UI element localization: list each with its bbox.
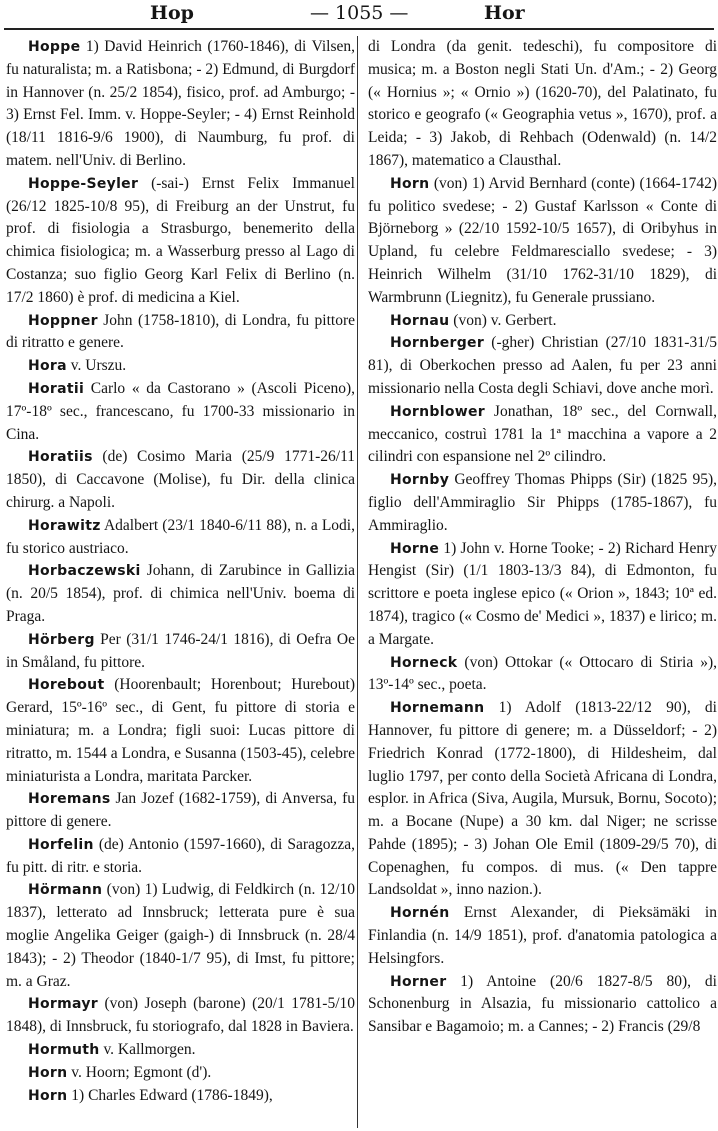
entry-body: Jan Jozef (1682-1759), di Anversa, fu pittore di genere. [6,790,355,831]
running-header [0,0,718,27]
left-column [6,36,355,1128]
entry-headword: Horfelin [28,836,94,853]
entry-body: (-gher) Christian (27/10 1831-31/5 81), di Oberkochen presso ad Aalen, fu per 23 anni missionario nella Costa degli Schiavi, dove anche morì. [368,334,717,397]
dictionary-entry [368,36,717,173]
header-rule [4,28,714,30]
entry-headword: Horebout [28,677,105,694]
entry-body: Ernst Alexander, di Pieksämäki in Finlandia (n. 14/9 1851), prof. d'anatomia patologica a Helsingfors. [368,904,717,967]
entry-body: 1) Antoine (20/6 1827-8/5 80), di Schonenburg in Alsazia, fu missionario cattolico a Sansibar e Bagamoio; m. a Cannes; - 2) Francis (29/8 [368,972,717,1036]
entry-headword: Horbaczewski [28,563,141,580]
entry-headword: Hornby [390,472,450,489]
entry-body: (Hoorenbault; Horenbout; Hurebout) Gerard, 15º-16º sec., di Gent, fu pittore di storia e miniatura; m. a Londra; figli suoi: Lucas pittore di ritratto, m. 1544 a Londra, e Susanna (1503-45), celebre miniaturista a Londra, maritata Parcker. [6,676,355,785]
entry-body: Carlo « da Castorano » (Ascoli Piceno), 17º-18º sec., francescano, fu 1700-33 missionario in Cina. [6,379,355,443]
dictionary-entry [368,971,717,1039]
dictionary-entry [368,332,717,400]
entry-headword: Horatii [28,380,85,397]
dictionary-entry [6,310,355,356]
dictionary-entry [6,879,355,993]
header-left-guide-word: Hop [150,2,194,24]
dictionary-entry [6,674,355,788]
entry-headword: Hoppe-Seyler [28,175,139,192]
entry-body: Adalbert (23/1 1840-6/11 88), n. a Lodi, fu storico austriaco. [6,516,355,557]
entry-headword: Hornemann [390,700,485,717]
dictionary-entry [6,1062,355,1085]
dictionary-entry [6,36,355,173]
right-column [368,36,717,1128]
entry-headword: Hornberger [390,335,485,352]
dictionary-entry [6,993,355,1039]
entry-headword: Horemans [28,791,111,808]
entry-body: (von) v. Gerbert. [449,311,557,329]
entry-headword: Hormayr [28,996,98,1013]
dictionary-entry [6,1039,355,1062]
entry-body: (von) 1) Arvid Bernhard (conte) (1664-1742) fu politico svedese; - 2) Gustaf Karlsson « Conte di Björneborg » (22/10 1592-10/5 1657), di Oribyhus in Upland, fu celebre Feldmaresciallo svedese; - 3) Heinrich Wilhelm (31/10 1762-31/10 1829), di Warmbrunn (Liegnitz), fu Generale prussiano. [368,174,717,306]
entry-headword: Hora [28,358,67,375]
entry-headword: Hörberg [28,631,95,648]
dictionary-entry [6,834,355,880]
dictionary-entry [6,378,355,446]
entry-body: (von) 1) Ludwig, di Feldkirch (n. 12/10 1837), letterato ad Innsbruck; letterata pure è sua moglie Angelika Geiger (gaigh-) di Innsbruck (n. 28/4 1843); - 2) Theodor (1840-1/7 95), di Imst, fu pittore; m. a Graz. [6,881,355,990]
dictionary-entry [368,310,717,333]
header-right-guide-word: Hor [484,2,525,24]
dictionary-entry [6,355,355,378]
entry-body: Jonathan, 18º sec., del Cornwall, meccanico, costruì 1781 la 1ª macchina a vapore a 2 cilindri con espansione nel 2º cilindro. [368,402,717,466]
dictionary-entry [368,902,717,970]
entry-headword: Horawitz [28,517,101,534]
entry-body: (-sai-) Ernst Felix Immanuel (26/12 1825-10/8 95), di Freiburg an der Unstrut, fu prof. di fisiologia a Strasburgo, benemerito della chimica fisiologica; m. a Wasserburg presso al Lago di Costanza; suo figlio Georg Karl Felix di Berlino (n. 17/2 1860) è prof. di medicina a Kiel. [6,174,355,306]
entry-headword: Horn [28,1087,68,1104]
entry-headword: Hormuth [28,1042,100,1059]
entry-body: Johann, di Zarubince in Gallizia (n. 20/5 1854), prof. di chimica nell'Univ. boema di Praga. [6,562,355,625]
column-divider [357,36,358,1128]
entry-body: v. Kallmorgen. [99,1041,196,1059]
entry-headword: Horatiis [28,449,93,466]
entry-headword: Horne [390,540,440,557]
entry-headword: Hörmann [28,882,103,899]
entry-headword: Horn [28,1064,68,1081]
dictionary-entry [6,560,355,628]
dictionary-entry [6,446,355,514]
dictionary-entry [6,515,355,561]
dictionary-entry [6,1085,355,1108]
entry-body: Geoffrey Thomas Phipps (Sir) (1825 95), figlio dell'Ammiraglio Sir Phipps (1785-1867), fu Ammiraglio. [368,471,717,534]
entry-body: v. Urszu. [66,357,127,375]
entry-body: John (1758-1810), di Londra, fu pittore di ritratto e genere. [6,311,355,352]
entry-body: 1) David Heinrich (1760-1846), di Vilsen, fu naturalista; m. a Ratisbona; - 2) Edmund, di Burgdorf in Hannover (n. 25/2 1854), fisico, prof. ad Amburgo; - 3) Ernst Fel. Imm. v. Hoppe-Seyler; - 4) Ernst Reinhold (18/11 1816-9/6 1900), di Naumburg, fu prof. di matem. nell'Univ. di Berlino. [6,38,355,169]
entry-headword: Horn [390,175,430,192]
page-number: — 1055 — [310,2,409,24]
entry-body: (de) Antonio (1597-1660), di Saragozza, fu pitt. di ritr. e storia. [6,835,355,876]
entry-body: 1) John v. Horne Tooke; - 2) Richard Henry Hengist (Sir) (1/1 1803-13/3 84), di Edmonton, fu scrittore e poeta inglese epico (« Orion », 1843; 10ª ed. 1874), tragico (« Cosmo de' Medici », 1837) e lirico; m. a Margate. [368,539,717,648]
dictionary-entry [368,538,717,652]
entry-body: (von) Joseph (barone) (20/1 1781-5/10 1848), di Innsbruck, fu storiografo, dal 1828 in Baviera. [6,995,355,1036]
dictionary-entry [6,629,355,675]
entry-headword: Horner [390,973,447,990]
dictionary-entry [6,788,355,834]
entry-headword: Horneck [390,654,458,671]
dictionary-entry [368,401,717,469]
entry-headword: Hoppe [28,39,81,55]
entry-headword: Hoppner [28,312,98,329]
entry-body: (von) Ottokar (« Ottocaro di Stiria »), 13º-14º sec., poeta. [368,653,717,694]
dictionary-entry [6,173,355,310]
entry-headword: Hornén [390,905,450,922]
entry-body: 1) Adolf (1813-22/12 90), di Hannover, fu pittore di genere; m. a Düsseldorf; - 2) Friedrich Konrad (1772-1800), di Hildesheim, dal luglio 1797, per conto della Società Africana di Londra, esplor. in Africa (Siva, Augila, Mursuk, Bornu, Socoto); m. a Bocane (Nupe) a 30 km. dal Niger; ne scrisse Pahde (1895); - 3) Johan Ole Emil (1809-29/5 70), di Copenaghen, fu compos. di mus. (« Den tappre Landsoldat », inno nazion.). [368,699,717,899]
entry-body: (de) Cosimo Maria (25/9 1771-26/11 1850), di Caccavone (Molise), fu Dir. della clinica chirurg. a Napoli. [6,448,355,511]
dictionary-entry [368,652,717,698]
entry-headword: Hornblower [390,403,485,420]
dictionary-entry [368,469,717,537]
entry-body: di Londra (da genit. tedeschi), fu compositore di musica; m. a Boston negli Stati Un. d'Am.; - 2) Georg (« Hornius »; « Ornio ») (1620-70), del Palatinato, fu storico e geografo (« Geographia vetus », 1670), prof. a Leida; - 3) Jakob, di Rehbach (Odenwald) (n. 14/2 1867), matematico a Clausthal. [368,38,717,169]
entry-body: 1) Charles Edward (1786-1849), [67,1086,273,1104]
entry-headword: Hornau [390,312,450,329]
dictionary-entry [368,173,717,310]
entry-body: v. Hoorn; Egmont (d'). [67,1063,212,1081]
dictionary-entry [368,697,717,902]
entry-body: Per (31/1 1746-24/1 1816), di Oefra Oe in Småland, fu pittore. [6,630,355,671]
